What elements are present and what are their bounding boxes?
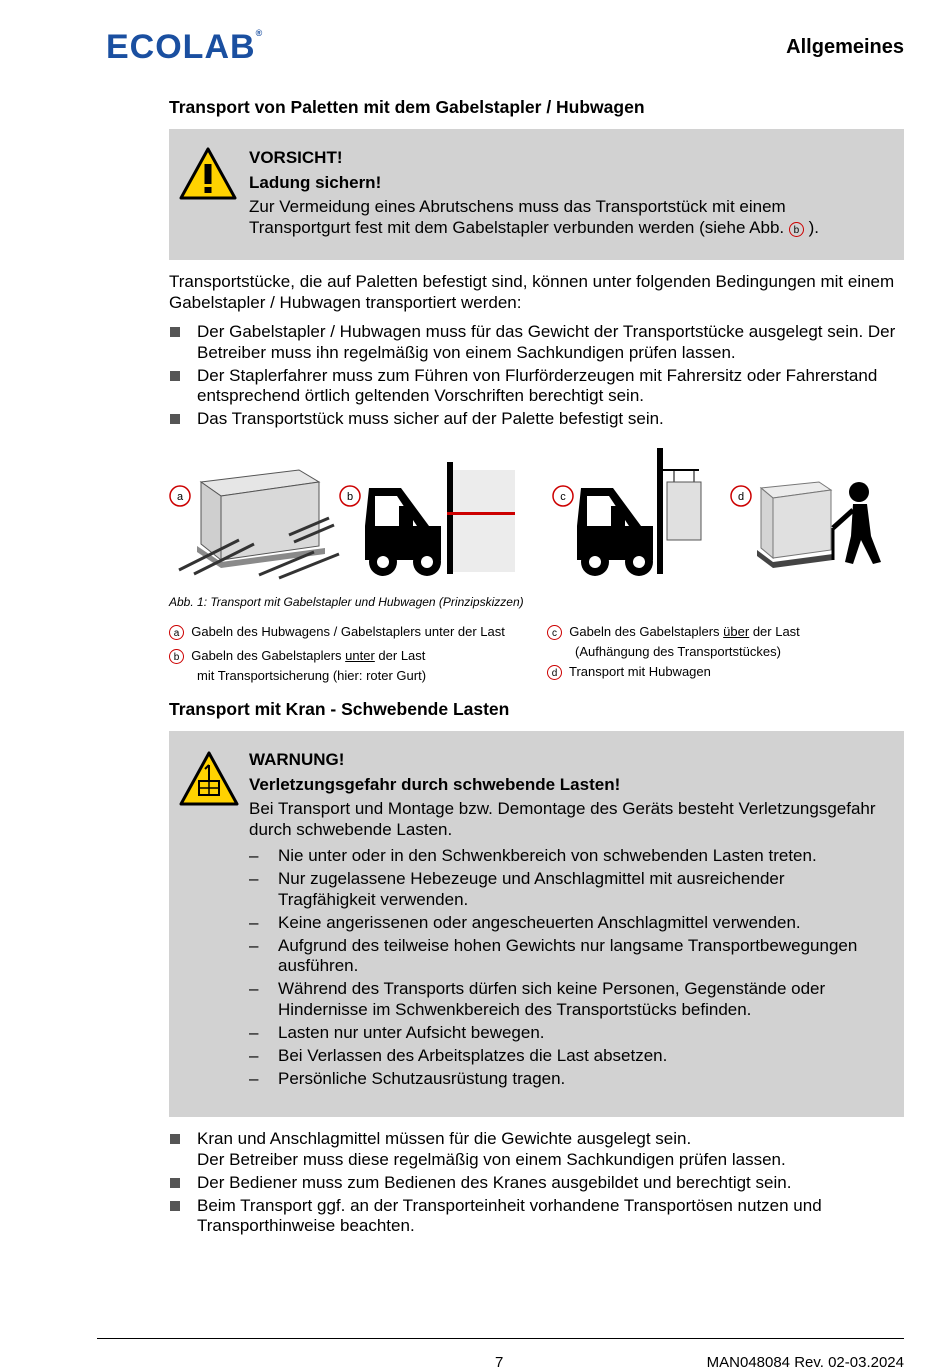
- page-header-title: Allgemeines: [786, 36, 904, 58]
- caution-subtitle: Ladung sichern!: [249, 172, 382, 192]
- figure-label-a: a: [176, 491, 184, 503]
- warning-triangle-icon: [179, 147, 237, 201]
- legend-item-b-line2: mit Transportsicherung (hier: roter Gurt): [197, 668, 427, 683]
- footer-divider: [97, 1338, 904, 1339]
- figure-legend-right: [547, 622, 887, 682]
- legend-item-d: d Transport mit Hubwagen: [547, 662, 887, 682]
- transport-figure: [169, 440, 884, 580]
- list-item: – Nur zugelassene Hebezeuge und Anschlagmittel mit ausreichender Tragfähigkeit verwenden.: [249, 869, 785, 909]
- warning-text: Bei Transport und Montage bzw. Demontage des Geräts besteht Verletzungsgefahr durch schwebende Lasten.: [249, 799, 876, 839]
- list-item: Der Staplerfahrer muss zum Führen von Flurförderzeugen mit Fahrersitz oder Fahrerstand entsprechend örtlich geltenden Vorschriften berechtigt sein.: [169, 366, 909, 407]
- figure-label-b: b: [346, 491, 354, 503]
- figure-b-forklift: [365, 462, 515, 576]
- warning-subtitle: Verletzungsgefahr durch schwebende Lasten!: [249, 774, 621, 794]
- section-heading-crane: Transport mit Kran - Schwebende Lasten: [169, 699, 510, 719]
- list-item: – Bei Verlassen des Arbeitsplatzes die Last absetzen.: [249, 1045, 668, 1065]
- figure-c-forklift: [577, 448, 701, 576]
- warning-list: [249, 846, 884, 1089]
- suspended-load-icon: [179, 751, 239, 807]
- pallet-conditions-list: [169, 322, 909, 432]
- ref-marker-b: b: [789, 222, 804, 237]
- list-item: – Persönliche Schutzausrüstung tragen.: [249, 1068, 566, 1088]
- list-item: – Während des Transports dürfen sich keine Personen, Gegenstände oder Hindernisse im Schwenkbereich des Transportstücks befinden.: [249, 979, 826, 1019]
- list-item: – Keine angerissenen oder angescheuerten Anschlagmittel verwenden.: [249, 912, 801, 932]
- figure-d-pallet-jack: [757, 482, 881, 568]
- list-item: Das Transportstück muss sicher auf der Palette befestigt sein.: [169, 409, 909, 430]
- legend-item-b: b Gabeln des Gabelstaplers unter der Last: [169, 646, 539, 666]
- legend-item-c-line2: (Aufhängung des Transportstückes): [575, 644, 781, 659]
- ecolab-logo: ECOLAB®: [106, 28, 264, 66]
- list-item: Der Bediener muss zum Bedienen des Kranes ausgebildet und berechtigt sein.: [169, 1173, 909, 1194]
- caution-box: [169, 129, 904, 260]
- figure-label-c: c: [560, 491, 566, 503]
- page-number: 7: [495, 1354, 504, 1371]
- list-item: Beim Transport ggf. an der Transporteinheit vorhandene Transportösen nutzen und Transporthinweise beachten.: [169, 1196, 909, 1237]
- figure-caption: Abb. 1: Transport mit Gabelstapler und Hubwagen (Prinzipskizzen): [169, 595, 524, 609]
- list-item: Der Gabelstapler / Hubwagen muss für das Gewicht der Transportstücke ausgelegt sein. Der Betreiber muss ihn regelmäßig von einem Sachkundigen prüfen lassen.: [169, 322, 909, 363]
- intro-paragraph: Transportstücke, die auf Paletten befestigt sind, können unter folgenden Bedingungen mit einem Gabelstapler / Hubwagen transportiert werden:: [169, 272, 895, 312]
- legend-item-c: c Gabeln des Gabelstaplers über der Last: [547, 622, 887, 642]
- caution-signal: VORSICHT!: [249, 148, 343, 167]
- list-item: – Aufgrund des teilweise hohen Gewichts nur langsame Transportbewegungen ausführen.: [249, 935, 858, 975]
- legend-item-a: a Gabeln des Hubwagens / Gabelstaplers unter der Last: [169, 622, 539, 642]
- figure-a-pallet: [176, 470, 339, 578]
- crane-conditions-list: [169, 1129, 909, 1239]
- warning-signal: WARNUNG!: [249, 750, 345, 769]
- figure-legend-left: [169, 622, 539, 686]
- section-heading-pallet: Transport von Paletten mit dem Gabelstapler / Hubwagen: [169, 97, 645, 117]
- list-item: – Nie unter oder in den Schwenkbereich von schwebenden Lasten treten.: [249, 846, 817, 865]
- list-item: – Lasten nur unter Aufsicht bewegen.: [249, 1022, 545, 1042]
- list-item: Kran und Anschlagmittel müssen für die Gewichte ausgelegt sein. Der Betreiber muss diese regelmäßig von einem Sachkundigen prüfen lassen.: [169, 1129, 909, 1170]
- warning-box: [169, 731, 904, 1117]
- figure-label-d: d: [737, 491, 745, 503]
- document-reference: MAN048084 Rev. 02-03.2024: [706, 1354, 904, 1371]
- caution-text: Zur Vermeidung eines Abrutschens muss das Transportstück mit einem Transportgurt fest mit dem Gabelstapler verbunden werden (siehe Abb. b ).: [249, 197, 820, 237]
